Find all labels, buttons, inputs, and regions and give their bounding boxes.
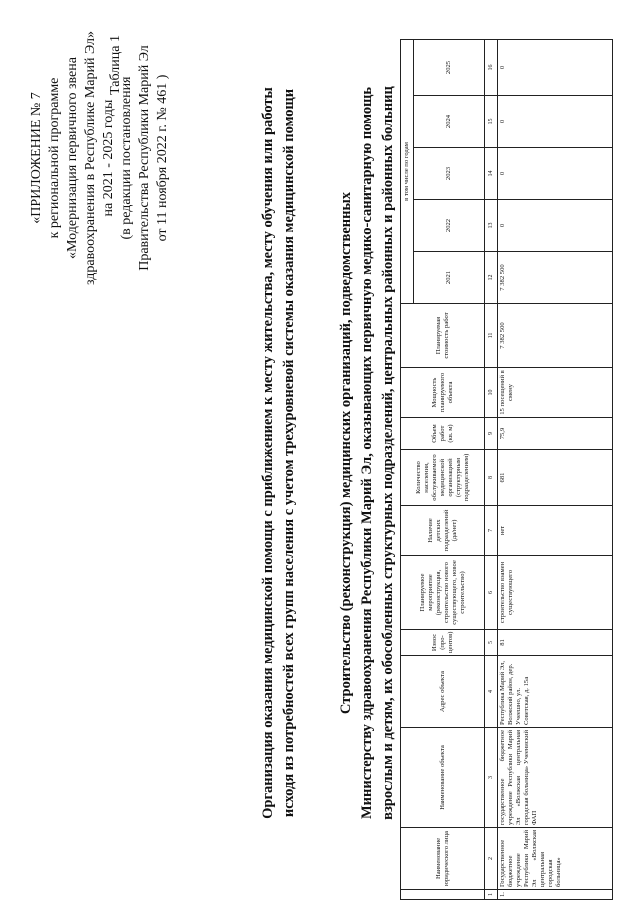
index-cell: 6 — [485, 556, 498, 630]
appendix-line-1: «ПРИЛОЖЕНИЕ № 7 — [29, 92, 44, 224]
cell-2021: 7 382 500 — [498, 252, 613, 304]
table-label: Таблица 1 — [108, 35, 123, 95]
header-wear: Износ (про-центов) — [401, 630, 485, 656]
cell-2022: 0 — [498, 200, 613, 252]
header-cost: Планируемая стоимость работ — [401, 304, 485, 368]
cell-measure: строительство взамен существующего — [498, 556, 613, 630]
header-children: Наличие детских подразделений (да/нет) — [401, 506, 485, 556]
header-legal-entity: Наименование юридического лица — [401, 828, 485, 890]
appendix-line-4: здравоохранения в Республике Марий Эл» — [83, 30, 98, 286]
main-title-line-1: Организация оказания медицинской помощи с приближением к месту жительства, месту обучения или работы — [260, 87, 276, 819]
index-cell: 4 — [485, 656, 498, 728]
cell-cost: 7 382 500 — [498, 304, 613, 368]
index-cell: 11 — [485, 304, 498, 368]
appendix-line-2: к региональной программе — [47, 77, 62, 239]
appendix-header — [28, 19, 172, 297]
appendix-line-5: на 2021 - 2025 годы — [101, 99, 116, 217]
header-by-years: в том числе по годам — [401, 39, 414, 303]
header-volume: Объем работ (кв. м) — [401, 418, 485, 450]
table-title-line-3: взрослым и детям, их обособленных структурных подразделений, центральных районных и районных больниц — [380, 86, 396, 820]
header-year-2022: 2022 — [414, 200, 485, 252]
index-cell: 2 — [485, 828, 498, 890]
header-measure: Планируемое мероприятие (реконструкция, строительство нового существующего, новое строительство) — [401, 556, 485, 630]
construction-table — [400, 39, 613, 900]
header-population: Количество населения, обслуживаемого медицинской организацией (структурным подразделением) — [401, 450, 485, 506]
index-cell: 9 — [485, 418, 498, 450]
main-title-line-2: исходя из потребностей всех групп населения с учетом трехуровневой системы оказания медицинской помощи — [281, 88, 297, 818]
index-cell: 8 — [485, 450, 498, 506]
header-num — [401, 890, 485, 900]
table-index-row — [485, 39, 498, 899]
main-title — [258, 33, 300, 873]
cell-wear: 81 — [498, 630, 613, 656]
appendix-line-8: от 11 ноября 2022 г. № 461 ) — [155, 74, 170, 242]
header-year-2023: 2023 — [414, 148, 485, 200]
cell-capacity: 15 посещений в смену — [498, 368, 613, 418]
cell-2024: 0 — [498, 96, 613, 148]
header-address: Адрес объекта — [401, 656, 485, 728]
index-cell: 5 — [485, 630, 498, 656]
table-title — [336, 27, 399, 879]
index-cell: 16 — [485, 39, 498, 95]
index-cell: 10 — [485, 368, 498, 418]
header-year-2025: 2025 — [414, 39, 485, 95]
index-cell: 1 — [485, 890, 498, 900]
cell-volume: 75,9 — [498, 418, 613, 450]
cell-population: 681 — [498, 450, 613, 506]
header-capacity: Мощность планируемого объекта — [401, 368, 485, 418]
index-cell: 12 — [485, 252, 498, 304]
cell-object-name: государственное бюджетное учреждение Республики Марий Эл «Волжская центральная городская больница» Учеениский ФАП — [498, 728, 613, 828]
index-cell: 13 — [485, 200, 498, 252]
cell-address: Республика Марий Эл, Волжский район, дер. Учеешно, ул. Советская, д. 15а — [498, 656, 613, 728]
header-year-2024: 2024 — [414, 96, 485, 148]
cell-legal-entity: Государственное бюджетное учреждение Республики Марий Эл «Волжская центральная городская больница» — [498, 828, 613, 890]
index-cell: 14 — [485, 148, 498, 200]
header-object-name: Наименование объекта — [401, 728, 485, 828]
cell-children: нет — [498, 506, 613, 556]
appendix-line-6: (в редакции постановления — [119, 76, 134, 240]
cell-num: 1. — [498, 890, 613, 900]
cell-2023: 0 — [498, 148, 613, 200]
header-year-2021: 2021 — [414, 252, 485, 304]
table-title-line-1: Строительство (реконструкция) медицинских организаций, подведомственных — [338, 191, 354, 715]
appendix-line-3: «Модернизация первичного звена — [65, 57, 80, 259]
index-cell: 3 — [485, 728, 498, 828]
appendix-line-7: Правительства Республики Марий Эл — [137, 45, 152, 271]
table-row — [498, 39, 613, 899]
cell-2025: 0 — [498, 39, 613, 95]
table-header-row — [401, 39, 414, 899]
index-cell: 15 — [485, 96, 498, 148]
table-title-line-2: Министерству здравоохранения Республики Марий Эл, оказывающих первичную медико-санитарную помощь — [359, 86, 375, 820]
index-cell: 7 — [485, 506, 498, 556]
